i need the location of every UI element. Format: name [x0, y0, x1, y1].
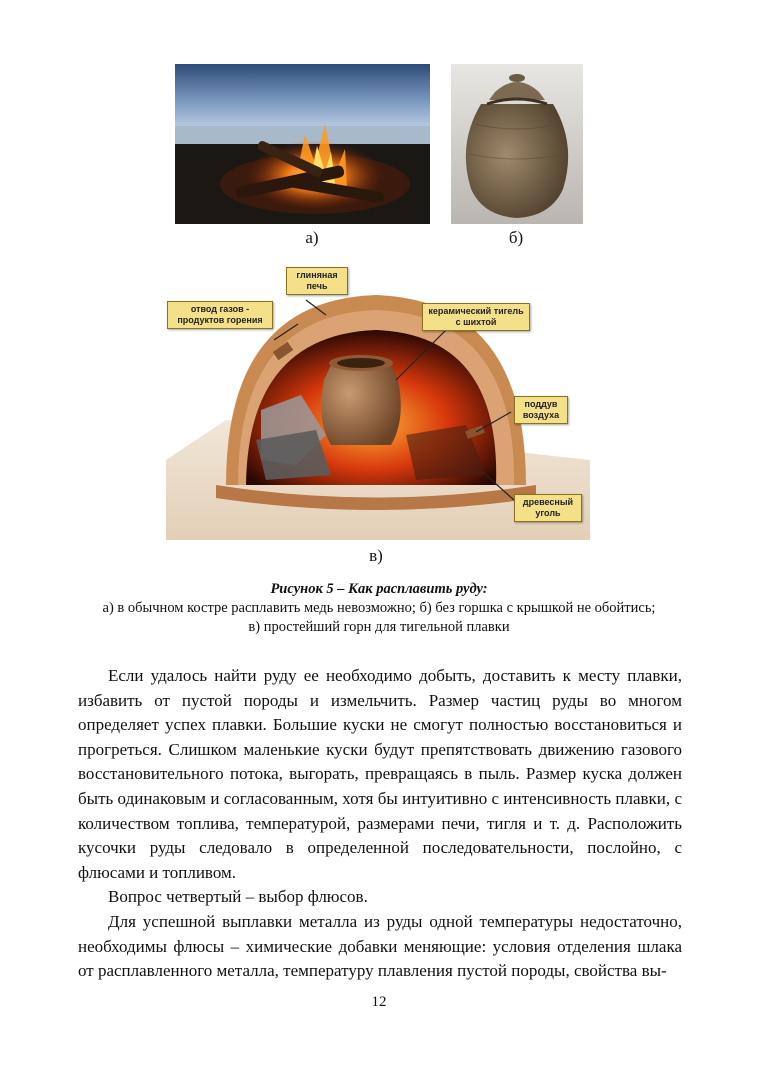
- paragraph-1: Если удалось найти руду ее необходимо добыть, доставить к месту плавки, избавить от пустой породы и измельчить. Размер частиц руды во многом определяет успех плавки. Большие куски не смогут полностью восстановиться и прогреться. Слишком маленькие куски будут препятствовать движению газового восстановительного потока, выгорать, превращаясь в пыль. Размер куска должен быть одинаковым и согласованным, хотя бы интуитивно с интенсивность плавки, с количеством топлива, температурой, размерами печи, тигля и т. д. Расположить кусочки руды следовало в определенной последовательности, послойно, с флюсами и топливом.: [78, 666, 682, 882]
- paragraph-2: Вопрос четвертый – выбор флюсов.: [108, 887, 368, 907]
- paragraph-3: Для успешной выплавки металла из руды одной температуры недостаточно, необходимы флюсы – химические добавки меняющие: условия отделения шлака от расплавленного металла, температуру плавления пустой породы, свойства вы-: [78, 911, 682, 981]
- campfire-photo: [175, 64, 430, 224]
- callout-air-blow: поддув воздуха: [514, 396, 568, 424]
- caption-title: Рисунок 5 – Как расплавить руду:: [270, 581, 488, 597]
- body-text: [78, 664, 682, 984]
- label-c: в): [369, 546, 383, 565]
- callout-clay-furnace: глиняная печь: [286, 267, 348, 295]
- caption-line-2: в) простейший горн для тигельной плавки: [248, 619, 510, 635]
- callout-gas-outlet: отвод газов - продуктов горения: [167, 301, 273, 329]
- label-b: б): [508, 228, 524, 247]
- caption-line-1: а) в обычном костре расплавить медь невозможно; б) без горшка с крышкой не обойтись;: [102, 600, 656, 616]
- page-number: 12: [371, 994, 387, 1010]
- clay-pot-photo: [451, 64, 583, 224]
- label-a: а): [305, 228, 319, 247]
- callout-crucible: керамический тигель с шихтой: [422, 303, 530, 331]
- callout-charcoal: древесный уголь: [514, 494, 582, 522]
- figure-caption: [40, 580, 718, 637]
